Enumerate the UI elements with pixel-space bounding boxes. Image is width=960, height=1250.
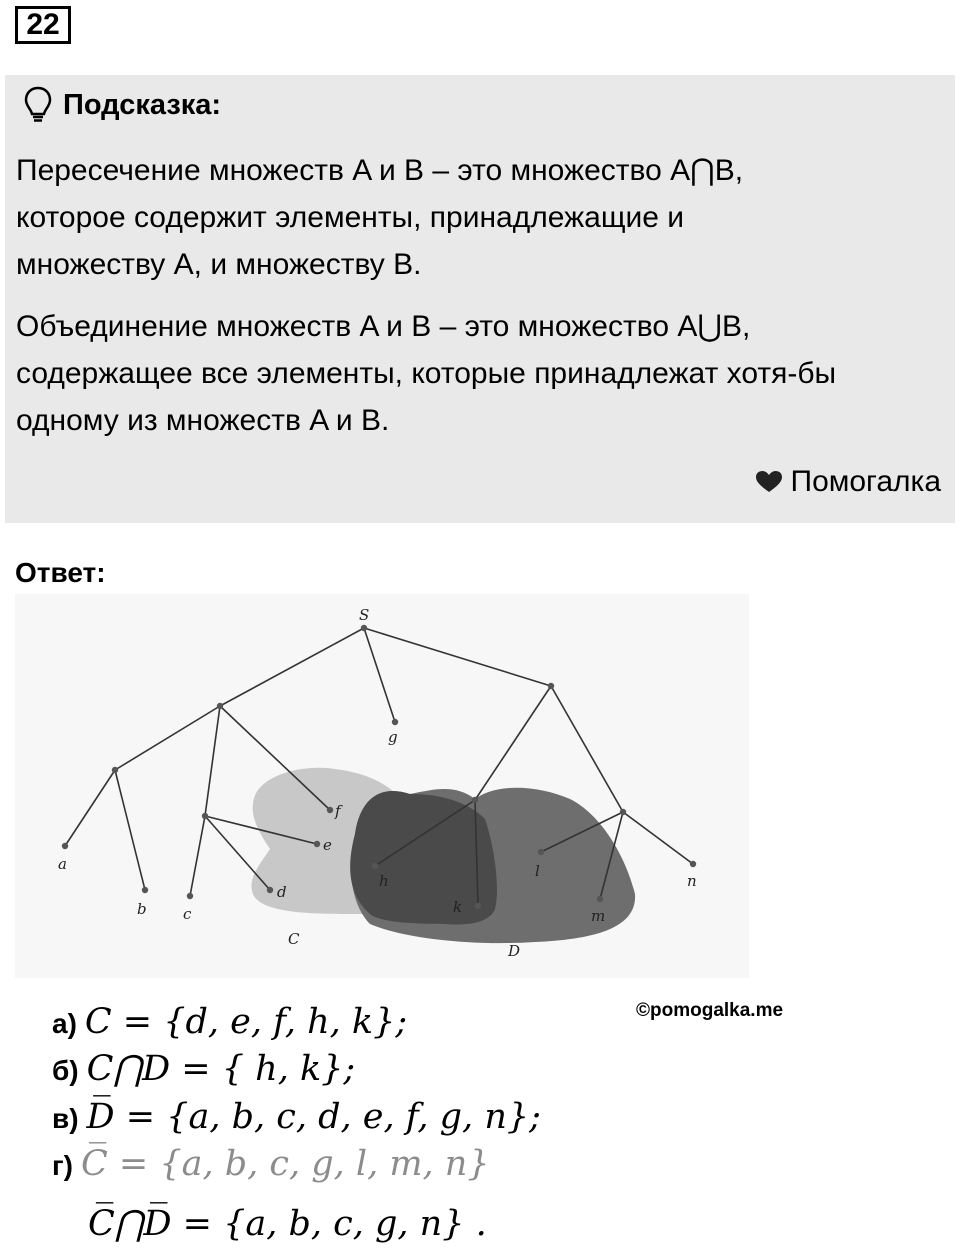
answer-formula: C = {d, e, f, h, k}; (84, 1002, 408, 1042)
node (472, 797, 478, 803)
hint-line: Пересечение множеств A и B – это множество A⋂B, (16, 154, 744, 187)
label-b: b (137, 900, 147, 918)
node-b (142, 887, 148, 893)
node (548, 683, 554, 689)
label-l: l (535, 862, 540, 880)
answer-label: в) (52, 1103, 79, 1134)
node (620, 809, 626, 815)
node-l (538, 849, 544, 855)
hint-line: множеству A, и множеству B. (16, 248, 422, 281)
node-n (690, 861, 696, 867)
node-f (327, 807, 333, 813)
answer-formula: C⋂D = { h, k}; (86, 1049, 356, 1089)
copyright: ©pomogalka.me (636, 1000, 784, 1021)
node-k (475, 903, 481, 909)
node-a (62, 843, 68, 849)
task-number: 22 (15, 6, 71, 44)
hint-line: одному из множеств A и B. (16, 404, 390, 437)
node-c (187, 893, 193, 899)
label-s: S (359, 606, 370, 624)
node (112, 767, 118, 773)
node-h (372, 863, 378, 869)
answer-label: б) (52, 1055, 79, 1086)
lightbulb-icon (23, 85, 53, 125)
tree-venn-diagram (15, 594, 749, 978)
hint-box (5, 75, 955, 523)
heart-icon (755, 470, 783, 494)
hint-line: Объединение множеств A и B – это множество A⋃B, (16, 310, 751, 343)
label-h: h (379, 872, 389, 890)
node (202, 813, 208, 819)
answer-item-g (52, 1143, 490, 1187)
label-set-d: D (508, 942, 521, 960)
answer-item-v (52, 1096, 541, 1140)
answer-item-g-result (88, 1203, 487, 1245)
node-g (392, 719, 398, 725)
label-k: k (453, 898, 463, 916)
answer-label: а) (52, 1008, 77, 1039)
label-g: g (388, 728, 398, 746)
hint-title: Подсказка: (63, 88, 222, 121)
answer-title: Ответ: (15, 557, 106, 588)
label-c: c (183, 905, 192, 923)
hint-line: которое содержит элементы, принадлежащие и (16, 201, 685, 234)
node-e (314, 841, 320, 847)
hint-header (23, 85, 221, 125)
label-set-c: C (288, 930, 300, 948)
brand-signature (755, 465, 942, 499)
hint-line: содержащее все элементы, которые принадлежат хотя-бы (16, 357, 837, 390)
answer-label: г) (52, 1150, 73, 1181)
brand-name: Помогалка (790, 465, 941, 498)
answer-formula: C̅⋂D̅ = {a, b, c, g, n} . (88, 1204, 487, 1244)
node-s (361, 625, 367, 631)
label-m: m (591, 907, 606, 925)
label-f: f (335, 802, 341, 820)
hint-paragraph-intersection (16, 147, 942, 288)
hint-paragraph-union (16, 303, 942, 444)
label-a: a (58, 855, 67, 873)
label-d: d (277, 883, 287, 901)
node-m (597, 896, 603, 902)
answer-item-b (52, 1048, 355, 1092)
answer-item-a (52, 1001, 407, 1045)
answer-formula: D̅ = {a, b, c, d, e, f, g, n}; (86, 1097, 541, 1137)
label-n: n (687, 872, 697, 890)
answer-formula: C̅ = {a, b, c, g, l, m, n} (81, 1144, 490, 1184)
label-e: e (323, 836, 332, 854)
node-d (267, 887, 273, 893)
node (217, 703, 223, 709)
